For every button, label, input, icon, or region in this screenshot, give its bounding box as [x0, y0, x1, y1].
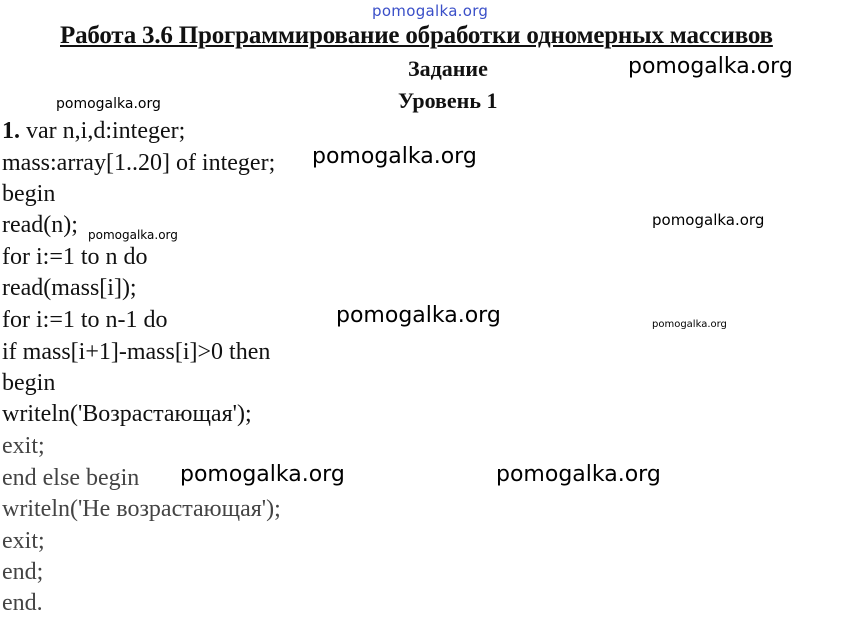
code-line-5: for i:=1 to n do	[2, 244, 148, 270]
code-line-13: writeln('Не возрастающая');	[2, 496, 281, 522]
code-text: var n,i,d:integer;	[20, 118, 186, 144]
code-line-8: if mass[i+1]-mass[i]>0 then	[2, 339, 271, 365]
code-line-4: read(n);	[2, 212, 78, 238]
document-title: Работа 3.6 Программирование обработки одномерных массивов	[60, 22, 773, 49]
watermark-bottom-right: pomogalka.org	[496, 462, 661, 487]
code-line-15: end;	[2, 559, 44, 585]
code-line-7: for i:=1 to n-1 do	[2, 307, 168, 333]
watermark-after-mass: pomogalka.org	[312, 144, 477, 169]
code-line-10: writeln('Возрастающая');	[2, 401, 252, 427]
watermark-right-mid: pomogalka.org	[652, 211, 765, 229]
watermark-left-small: pomogalka.org	[56, 96, 161, 112]
item-number: 1.	[2, 118, 20, 144]
code-line-1	[2, 117, 185, 145]
task-heading: Задание	[408, 56, 488, 81]
watermark-right-tiny: pomogalka.org	[652, 319, 727, 330]
code-line-6: read(mass[i]);	[2, 275, 137, 301]
watermark-center-mid: pomogalka.org	[336, 303, 501, 328]
code-line-9: begin	[2, 370, 56, 396]
code-line-2: mass:array[1..20] of integer;	[2, 150, 276, 176]
watermark-right-large: pomogalka.org	[628, 54, 793, 79]
code-line-12: end else begin	[2, 465, 140, 491]
code-line-11: exit;	[2, 433, 45, 459]
code-line-3: begin	[2, 181, 56, 207]
code-line-14: exit;	[2, 528, 45, 554]
watermark-bottom-left: pomogalka.org	[180, 462, 345, 487]
level-heading: Уровень 1	[398, 88, 498, 113]
code-line-16: end.	[2, 590, 43, 616]
watermark-after-read: pomogalka.org	[88, 228, 178, 242]
watermark-top: pomogalka.org	[372, 2, 489, 20]
